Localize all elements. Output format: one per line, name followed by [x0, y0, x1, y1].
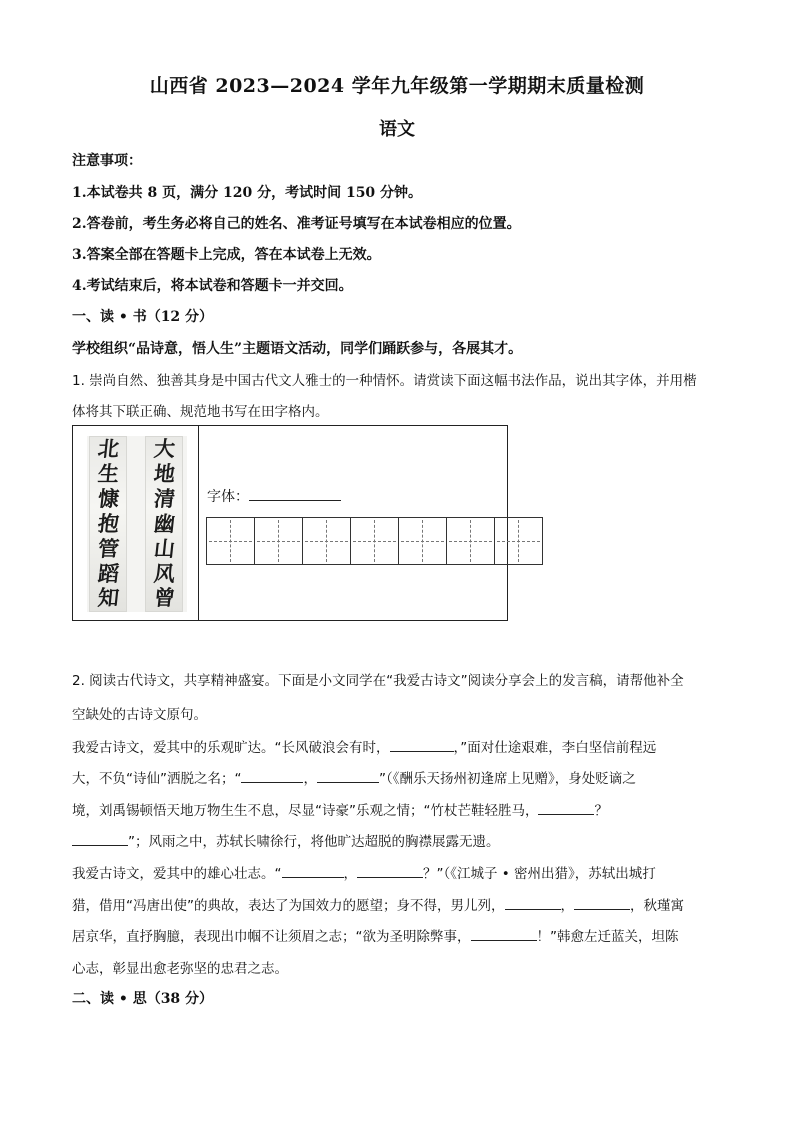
calligraphy-char: 抱	[96, 510, 120, 536]
passage-text: 我爱古诗文，爱其中的乐观旷达。“长风破浪会有时，	[72, 740, 390, 756]
calligraphy-table	[72, 425, 508, 621]
calligraphy-image	[87, 436, 187, 612]
tianzige-cell[interactable]	[302, 517, 351, 565]
calligraphy-char: 管	[96, 535, 120, 561]
passage-text: ，	[560, 898, 574, 914]
notice-item-3: 3.答案全部在答题卡上完成，答在本试卷上无效。	[72, 247, 381, 263]
subject-title: 语文	[379, 119, 415, 140]
tianzige-cell[interactable]	[446, 517, 495, 565]
tianzige-cell[interactable]	[206, 517, 255, 565]
passage-text: ，秋瑾寓	[630, 898, 684, 914]
q2-p1-line2	[72, 767, 732, 787]
passage-text: 我爱古诗文，爱其中的雄心壮志。“	[72, 866, 282, 882]
answer-blank[interactable]	[505, 897, 561, 910]
calligraphy-char: 山	[152, 535, 176, 561]
tianzige-grid	[207, 517, 543, 565]
passage-text: ”（《酬乐天扬州初逢席上见赠》，身处贬谪之	[378, 771, 636, 787]
q2-p1-line3	[72, 799, 732, 819]
calligraphy-char: 北	[96, 436, 120, 462]
section1-intro: 学校组织“品诗意，悟人生”主题语文活动，同学们踊跃参与，各展其才。	[72, 341, 523, 357]
notice-item-2: 2.答卷前，考生务必将自己的姓名、准考证号填写在本试卷相应的位置。	[72, 216, 521, 232]
q2-p2-line3	[72, 925, 732, 945]
page-title: 山西省 2023—2024 学年九年级第一学期期末质量检测	[149, 75, 645, 97]
q2-text-line2: 空缺处的古诗文原句。	[72, 707, 207, 723]
q2-p2-line2	[72, 894, 732, 914]
q2-p2-line1	[72, 862, 732, 882]
tianzige-cell[interactable]	[350, 517, 399, 565]
section1-heading: 一、读 • 书（12 分）	[72, 309, 214, 325]
calligraphy-char: 大	[152, 436, 176, 462]
passage-text: 居京华，直抒胸臆，表现出巾帼不让须眉之志；“欲为圣明除弊事，	[72, 929, 471, 945]
answer-blank[interactable]	[390, 739, 454, 752]
calligraphy-char: 慷	[96, 486, 120, 512]
calligraphy-scroll-right	[145, 436, 183, 612]
notice-item-1: 1.本试卷共 8 页，满分 120 分，考试时间 150 分钟。	[72, 185, 423, 201]
calligraphy-char: 清	[152, 486, 176, 512]
q2-p1-line4	[72, 830, 732, 850]
notice-heading: 注意事项：	[72, 153, 142, 169]
passage-text: ！”韩愈左迁蓝关，坦陈	[536, 929, 679, 945]
answer-blank[interactable]	[574, 897, 630, 910]
calligraphy-char: 风	[152, 560, 176, 586]
calligraphy-char: 蹈	[96, 560, 120, 586]
calligraphy-char: 幽	[152, 510, 176, 536]
passage-text: ，	[343, 866, 357, 882]
answer-blank[interactable]	[282, 865, 344, 878]
calligraphy-char: 生	[96, 461, 120, 487]
passage-text: 境，刘禹锡顿悟天地万物生生不息，尽显“诗豪”乐观之情；“竹杖芒鞋轻胜马，	[72, 803, 539, 819]
passage-text: ，	[303, 771, 317, 787]
tianzige-cell[interactable]	[494, 517, 543, 565]
font-label: 字体：	[207, 489, 249, 505]
answer-blank[interactable]	[317, 770, 379, 783]
calligraphy-scroll-left	[89, 436, 127, 612]
q1-text-line1: 1. 崇尚自然、独善其身是中国古代文人雅士的一种情怀。请赏读下面这幅书法作品，说出其字体，并用楷	[72, 373, 697, 389]
table-divider	[198, 426, 199, 620]
passage-text: ”；风雨之中，苏轼长啸徐行，将他旷达超脱的胸襟展露无遗。	[128, 834, 500, 850]
passage-text: ，”面对仕途艰难，李白坚信前程远	[453, 740, 657, 756]
font-answer-blank[interactable]	[249, 500, 341, 501]
passage-text: 大，不负“诗仙”洒脱之名；“	[72, 771, 242, 787]
answer-blank[interactable]	[471, 928, 537, 941]
passage-text: ？”（《江城子 • 密州出猎》，苏轼出城打	[423, 866, 656, 882]
answer-blank[interactable]	[72, 833, 128, 846]
answer-blank[interactable]	[357, 865, 423, 878]
calligraphy-char: 曾	[152, 585, 176, 611]
q2-p1-line1	[72, 736, 732, 756]
tianzige-cell[interactable]	[398, 517, 447, 565]
q2-text-line1: 2. 阅读古代诗文，共享精神盛宴。下面是小文同学在“我爱古诗文”阅读分享会上的发言稿，请帮他补全	[72, 673, 684, 689]
passage-text: ？	[594, 803, 608, 819]
q2-p2-line4: 心志，彰显出愈老弥坚的忠君之志。	[72, 961, 288, 977]
answer-blank[interactable]	[241, 770, 303, 783]
notice-item-4: 4.考试结束后，将本试卷和答题卡一并交回。	[72, 278, 353, 294]
calligraphy-char: 地	[152, 461, 176, 487]
passage-text: 猎，借用“冯唐出使”的典故，表达了为国效力的愿望；身不得，男儿列，	[72, 898, 505, 914]
calligraphy-char: 知	[96, 585, 120, 611]
section2-heading: 二、读 • 思（38 分）	[72, 991, 214, 1007]
tianzige-cell[interactable]	[254, 517, 303, 565]
answer-blank[interactable]	[538, 802, 594, 815]
q1-text-line2: 体将其下联正确、规范地书写在田字格内。	[72, 404, 329, 420]
